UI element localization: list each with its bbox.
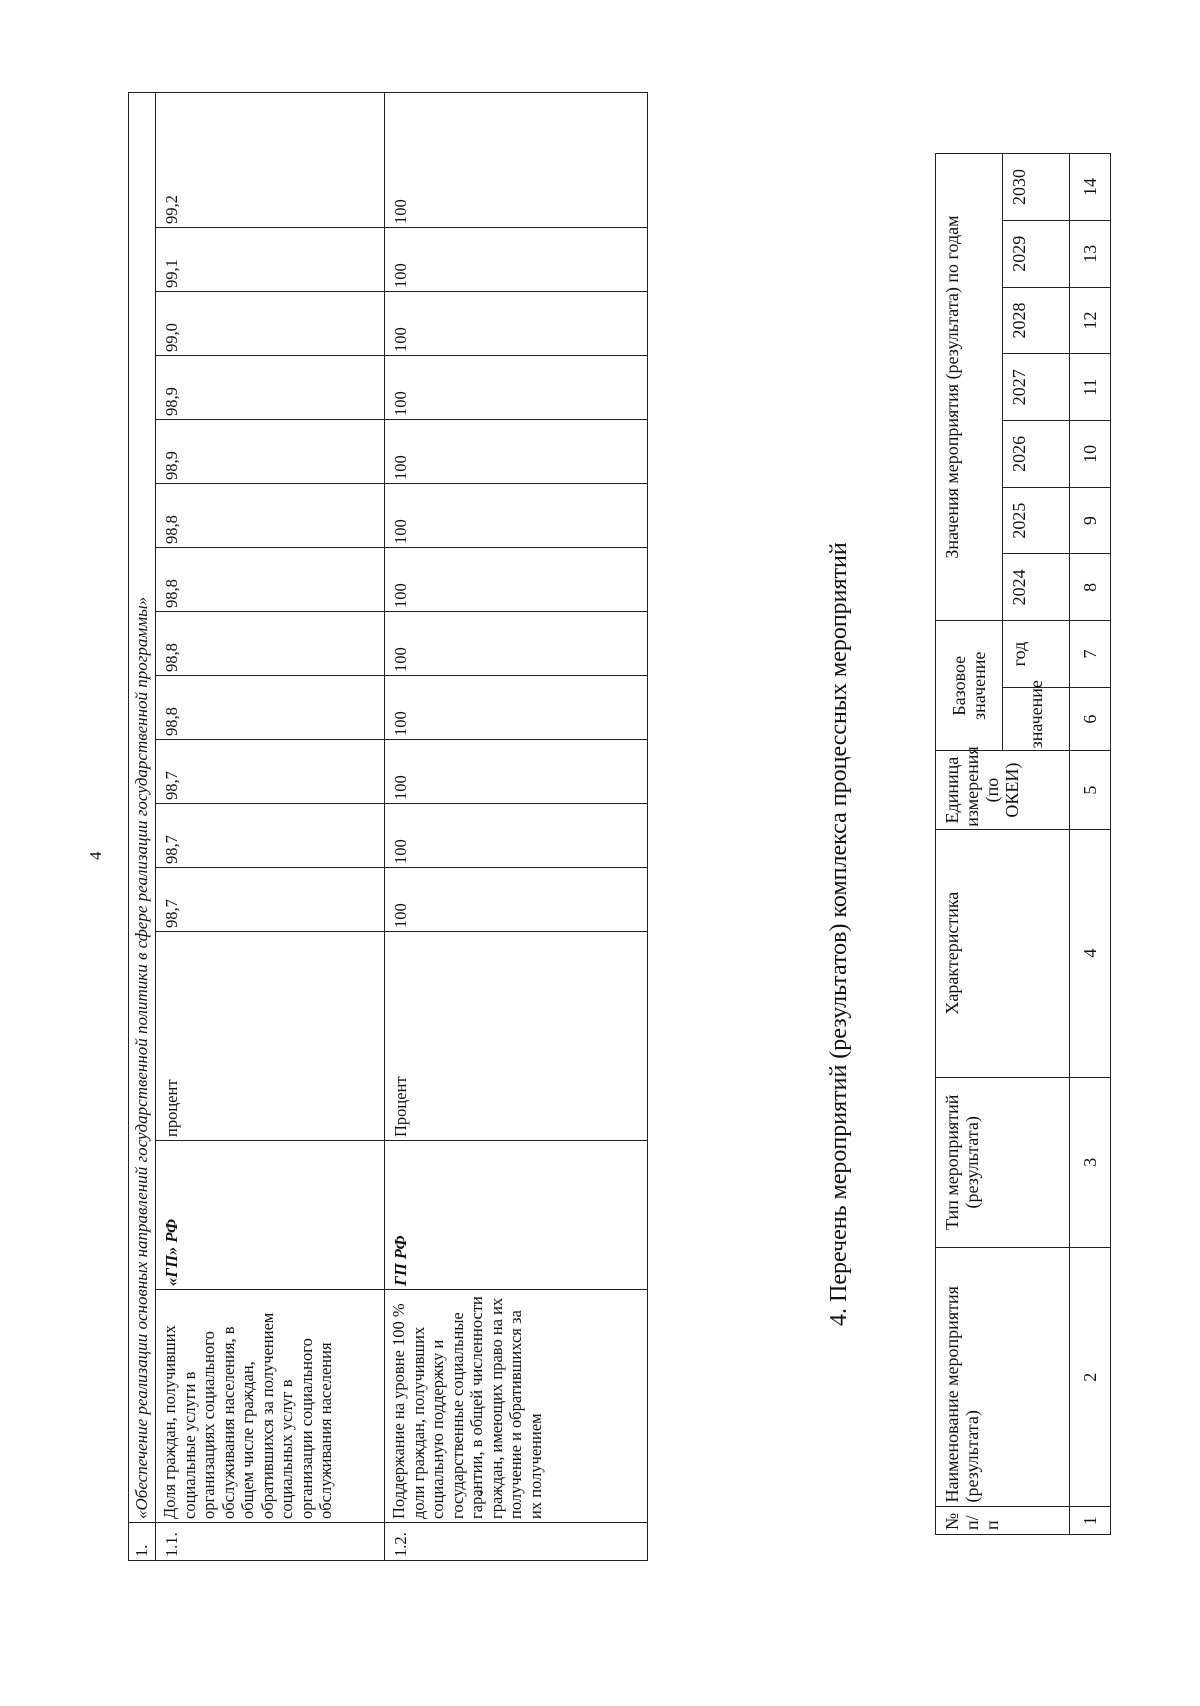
column-number: 5 (1070, 751, 1111, 829)
column-number: 8 (1070, 554, 1111, 621)
header-year: 2026 (1003, 421, 1070, 488)
value-cell: 98,8 (156, 484, 385, 548)
column-number: 2 (1070, 1248, 1111, 1507)
value-cell: 100 (385, 356, 648, 420)
column-number: 11 (1070, 354, 1111, 421)
section-title: «Обеспечение реализации основных направлений государственной политики в сфере реализации государственной программы» (129, 92, 156, 1522)
header-year: 2029 (1003, 220, 1070, 287)
column-number: 6 (1070, 687, 1111, 751)
value-cell: 99,2 (156, 92, 385, 227)
header-type: Тип мероприятий (результата) (936, 1077, 1070, 1247)
value-cell: 100 (385, 92, 648, 227)
page-number: 4 (86, 851, 105, 860)
header-year: 2027 (1003, 354, 1070, 421)
column-number: 13 (1070, 220, 1111, 287)
value-cell: 100 (385, 868, 648, 932)
header-characteristic: Характеристика (936, 829, 1070, 1077)
value-cell: 100 (385, 548, 648, 612)
events-table (935, 153, 1111, 1535)
indicator-level: ГП РФ (385, 1141, 648, 1290)
column-number: 14 (1070, 154, 1111, 221)
table-row (156, 92, 385, 1560)
header-year: 2024 (1003, 554, 1070, 621)
value-cell: 98,7 (156, 804, 385, 868)
value-cell: 100 (385, 676, 648, 740)
section-heading: 4. Перечень мероприятий (результатов) комплекса процессных мероприятий (826, 542, 852, 1326)
value-cell: 98,7 (156, 740, 385, 804)
indicator-unit: процент (156, 932, 385, 1141)
value-cell: 100 (385, 420, 648, 484)
indicators-table (128, 92, 648, 1561)
column-number-row (1070, 154, 1111, 1535)
column-number: 9 (1070, 487, 1111, 554)
header-unit: Единица измерения (по ОКЕИ) (936, 751, 1070, 829)
value-cell: 100 (385, 612, 648, 676)
column-number: 1 (1070, 1507, 1111, 1535)
column-number: 3 (1070, 1077, 1111, 1247)
value-cell: 100 (385, 292, 648, 356)
indicator-name: Доля граждан, получивших социальные услуги в организациях социального обслуживания населения, в общем числе граждан, обратившихся за получением социальных услуг в организации социального обслуживания населения (156, 1290, 385, 1523)
section-number: 1. (129, 1523, 156, 1561)
column-number: 10 (1070, 421, 1111, 488)
header-num: № п/п (936, 1507, 1070, 1535)
header-base: Базовое значение (936, 621, 1003, 751)
header-year: 2028 (1003, 287, 1070, 354)
value-cell: 100 (385, 804, 648, 868)
header-name: Наименование мероприятия (результата) (936, 1248, 1070, 1507)
header-year: 2025 (1003, 487, 1070, 554)
header-base-value: значение (1003, 687, 1070, 751)
value-cell: 98,8 (156, 548, 385, 612)
header-row (936, 154, 1003, 1535)
header-base-year: год (1003, 621, 1070, 688)
value-cell: 98,8 (156, 676, 385, 740)
value-cell: 98,7 (156, 868, 385, 932)
column-number: 4 (1070, 829, 1111, 1077)
header-year: 2030 (1003, 154, 1070, 221)
value-cell: 100 (385, 484, 648, 548)
value-cell: 99,0 (156, 292, 385, 356)
indicator-unit: Процент (385, 932, 648, 1141)
indicator-name: Поддержание на уровне 100 % доли граждан, получивших социальную поддержку и государственные социальные гарантии, в общей численности граждан, имеющих право на их получение и обратившихся за их получением (385, 1290, 648, 1523)
header-values-by-year: Значения мероприятия (результата) по годам (936, 154, 1003, 621)
table-row (385, 92, 648, 1560)
value-cell: 100 (385, 740, 648, 804)
value-cell: 99,1 (156, 228, 385, 292)
section-row (129, 92, 156, 1560)
value-cell: 98,9 (156, 420, 385, 484)
column-number: 12 (1070, 287, 1111, 354)
row-number: 1.1. (156, 1523, 385, 1561)
column-number: 7 (1070, 621, 1111, 688)
row-number: 1.2. (385, 1523, 648, 1561)
value-cell: 98,8 (156, 612, 385, 676)
value-cell: 98,9 (156, 356, 385, 420)
value-cell: 100 (385, 228, 648, 292)
indicator-level: «ГП» РФ (156, 1141, 385, 1290)
